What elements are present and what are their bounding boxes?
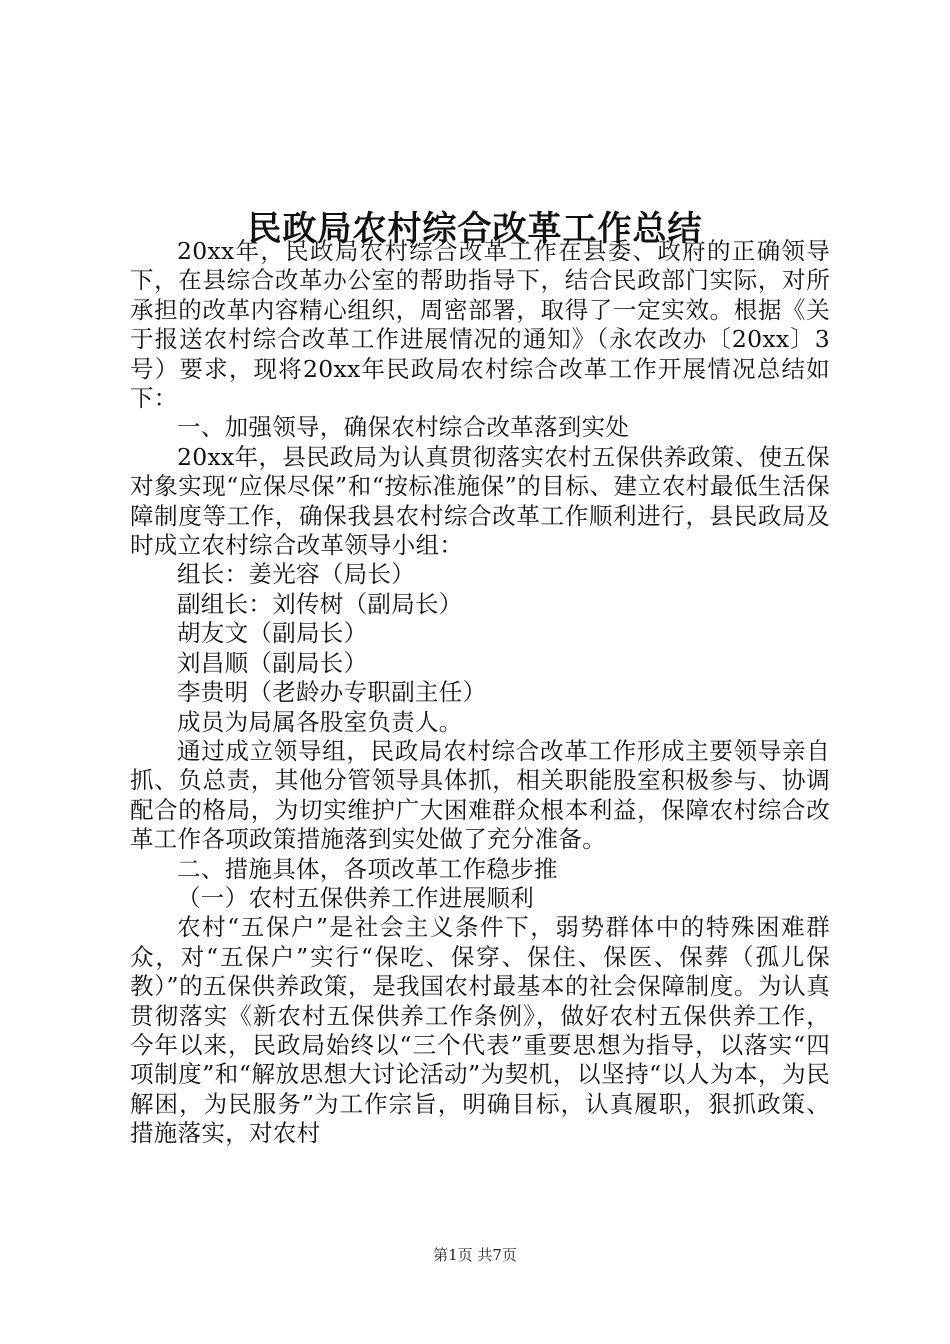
list-item: 刘昌顺（副局长）	[177, 648, 368, 677]
page-number-footer: 第1页 共7页	[433, 1246, 517, 1264]
document-title: 民政局农村综合改革工作总结	[247, 208, 703, 249]
intro-paragraph: 20xx年，民政局农村综合改革工作在县委、政府的正确领导下，在县综合改革办公室的帮助指导下，结合民政部门实际，对所承担的改革内容精心组织，周密部署，取得了一定实效。根据《关于报送农村综合改革工作进展情况的通知》（永农改办〔20xx〕3号）要求，现将20xx年民政局农村综合改革工作开展情况总结如下：	[130, 237, 830, 413]
body-paragraph: 通过成立领导组，民政局农村综合改革工作形成主要领导亲自抓、负总责，其他分管领导具体抓，相关职能股室积极参与、协调配合的格局，为切实维护广大困难群众根本利益，保障农村综合改革工作各项政策措施落到实处做了充分准备。	[130, 736, 830, 854]
list-item: 成员为局属各股室负责人。	[177, 707, 463, 736]
section-heading-1: 一、加强领导，确保农村综合改革落到实处	[177, 413, 630, 442]
subsection-heading: （一）农村五保供养工作进展顺利	[177, 883, 534, 912]
document-body	[130, 237, 830, 1149]
list-item: 组长：姜光容（局长）	[177, 560, 415, 589]
list-item: 胡友文（副局长）	[177, 619, 368, 648]
body-paragraph: 20xx年，县民政局为认真贯彻落实农村五保供养政策、使五保对象实现“应保尽保”和“按标准施保”的目标、建立农村最低生活保障制度等工作，确保我县农村综合改革工作顺利进行，县民政局及时成立农村综合改革领导小组：	[130, 442, 830, 560]
list-item: 副组长：刘传树（副局长）	[177, 589, 463, 618]
body-paragraph: 农村“五保户”是社会主义条件下，弱势群体中的特殊困难群众，对“五保户”实行“保吃、保穿、保住、保医、保葬（孤儿保教）”的五保供养政策，是我国农村最基本的社会保障制度。为认真贯彻落实《新农村五保供养工作条例》，做好农村五保供养工作，今年以来，民政局始终以“三个代表”重要思想为指导，以落实“四项制度”和“解放思想大讨论活动”为契机，以坚持“以人为本，为民解困，为民服务”为工作宗旨，明确目标，认真履职，狠抓政策、措施落实，对农村	[130, 913, 830, 1148]
section-heading-2: 二、措施具体，各项改革工作稳步推	[177, 854, 558, 883]
list-item: 李贵明（老龄办专职副主任）	[177, 678, 487, 707]
